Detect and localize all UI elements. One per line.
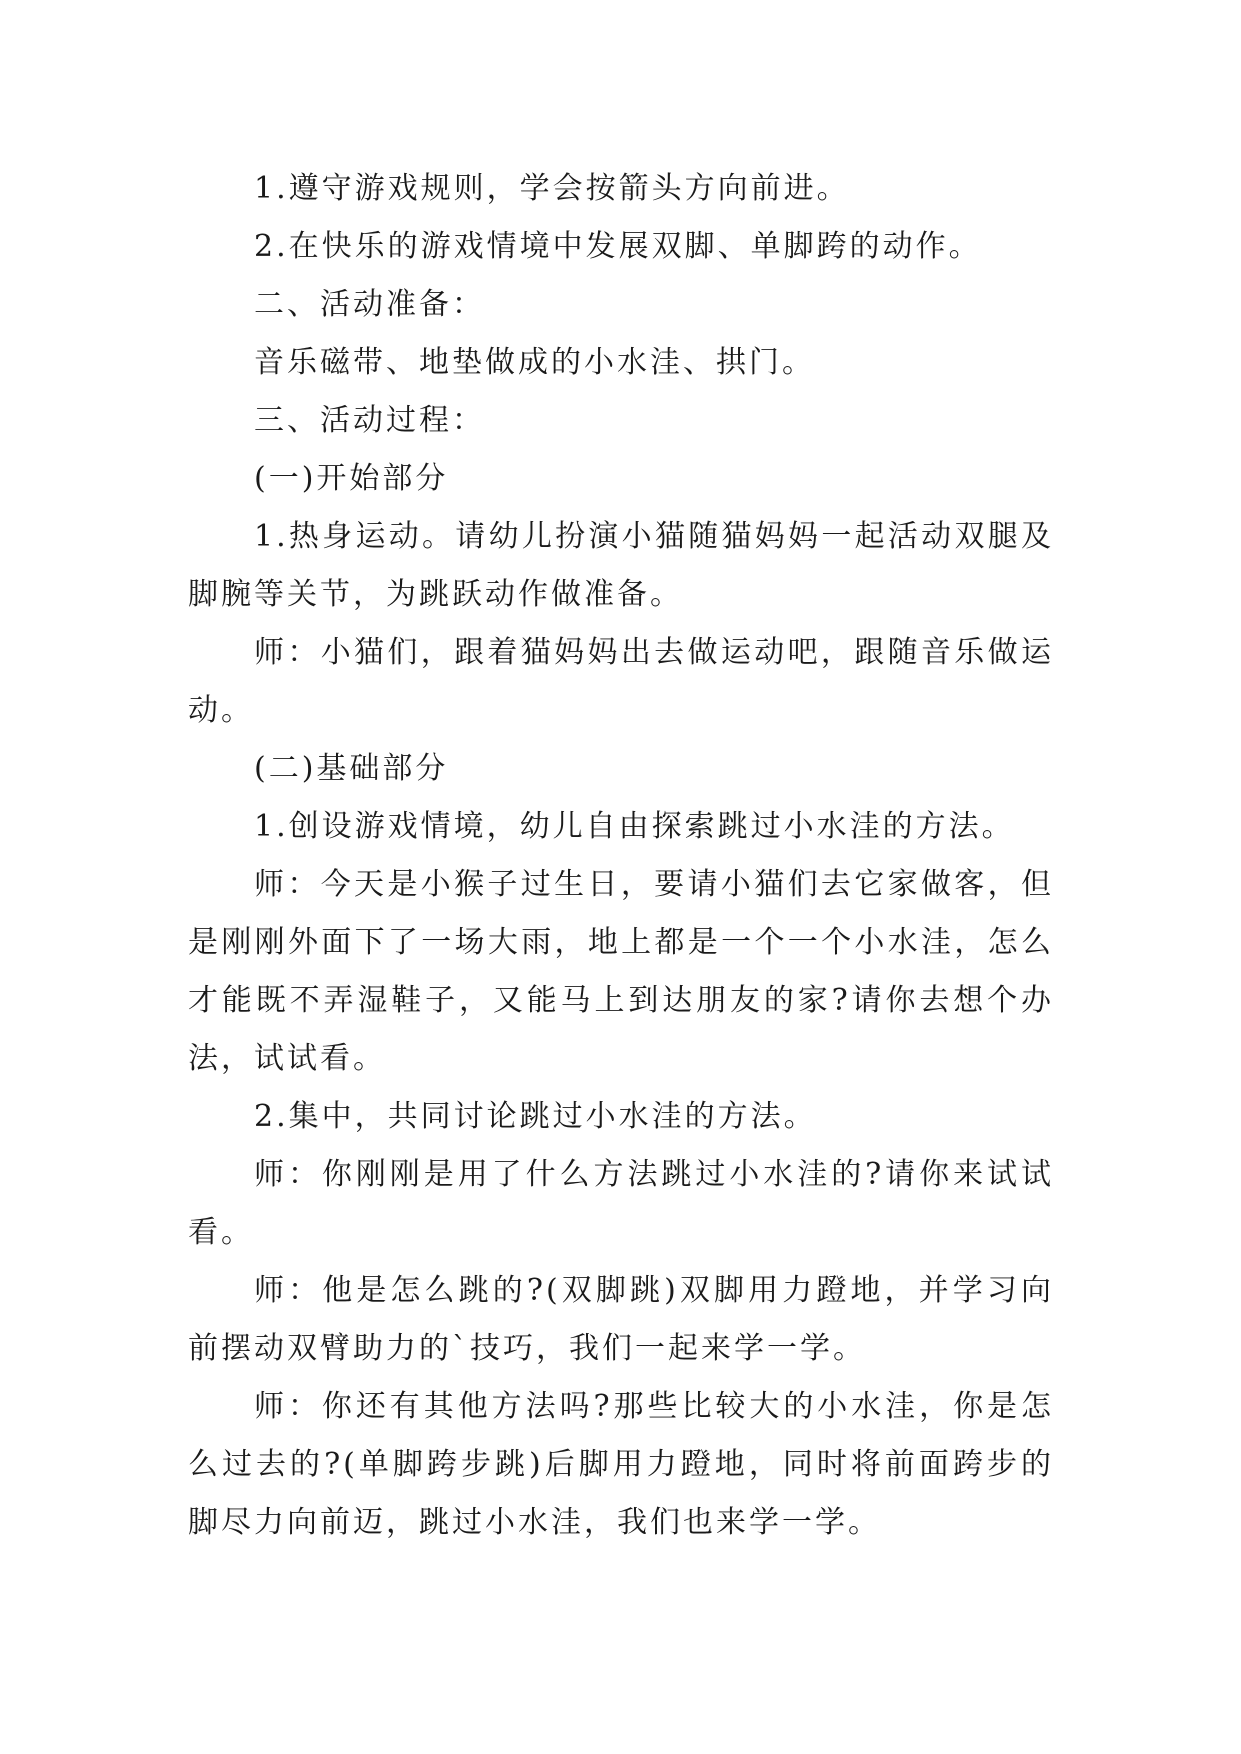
paragraph-teacher-4: 师：他是怎么跳的?(双脚跳)双脚用力蹬地，并学习向前摆动双臂助力的`技巧，我们一起来学一学。 (188, 1273, 1054, 1366)
subheading-basic: (二)基础部分 (254, 751, 449, 786)
paragraph-teacher-2: 师：今天是小猴子过生日，要请小猫们去它家做客，但是刚刚外面下了一场大雨，地上都是一个一个小水洼，怎么才能既不弄湿鞋子，又能马上到达朋友的家?请你去想个办法，试试看。 (188, 867, 1054, 1076)
paragraph-teacher-5: 师：你还有其他方法吗?那些比较大的小水洼，你是怎么过去的?(单脚跨步跳)后脚用力蹬地，同时将前面跨步的脚尽力向前迈，跳过小水洼，我们也来学一学。 (188, 1389, 1054, 1540)
paragraph-warmup: 1.热身运动。请幼儿扮演小猫随猫妈妈一起活动双腿及脚腕等关节，为跳跃动作做准备。 (188, 519, 1054, 612)
heading-process: 三、活动过程： (254, 403, 485, 438)
paragraph-materials: 音乐磁带、地垫做成的小水洼、拱门。 (254, 345, 815, 380)
subheading-opening: (一)开始部分 (254, 461, 449, 496)
paragraph-teacher-1: 师：小猫们，跟着猫妈妈出去做运动吧，跟随音乐做运动。 (188, 635, 1054, 728)
paragraph-goal-1: 1.遵守游戏规则，学会按箭头方向前进。 (254, 171, 850, 206)
paragraph-discussion: 2.集中，共同讨论跳过小水洼的方法。 (254, 1099, 817, 1134)
paragraph-goal-2: 2.在快乐的游戏情境中发展双脚、单脚跨的动作。 (254, 229, 982, 264)
paragraph-scenario: 1.创设游戏情境，幼儿自由探索跳过小水洼的方法。 (254, 809, 1015, 844)
heading-preparation: 二、活动准备： (254, 287, 485, 322)
paragraph-teacher-3: 师：你刚刚是用了什么方法跳过小水洼的?请你来试试看。 (188, 1157, 1054, 1250)
document-body (188, 160, 1054, 1552)
